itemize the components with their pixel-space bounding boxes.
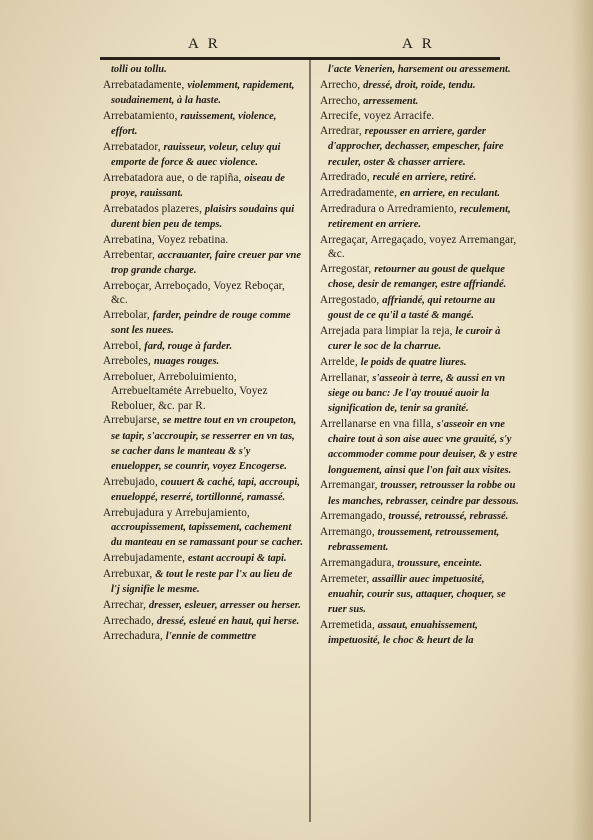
entry-definition: & tout le reste par l'x au lieu de l'j signifie le mesme. [111, 568, 293, 595]
dictionary-entry [103, 506, 303, 551]
dictionary-entry [320, 262, 520, 292]
entry-definition: reculé en arriere, retiré. [372, 172, 477, 184]
dictionary-entry [103, 308, 303, 338]
dictionary-entry [103, 551, 303, 566]
header-left-letters: A R [188, 36, 221, 52]
entry-headword: Arremangar, [320, 479, 381, 492]
entry-headword: Arrecife, voyez Arracife. [320, 110, 435, 123]
dictionary-entry [320, 78, 520, 93]
entry-definition: repousser en arriere, garder d'approcher, dechasser, empescher, faire reculer, oster & chasser arriere. [328, 126, 504, 168]
entry-definition: fard, rouge à farder. [144, 340, 233, 352]
page-edge-shadow [571, 0, 593, 840]
entry-definition: s'asseoir en vne chaire tout à son aise auec vne grauité, s'y accommoder comme pour deuiser, & y estre longuement, ainsi que l'on fait aux visites. [328, 418, 518, 476]
dictionary-entry [320, 355, 520, 370]
entry-definition: dressé, esleué en haut, qui herse. [156, 615, 300, 627]
entry-definition: nuages rouges. [153, 356, 220, 368]
entry-headword: Arrebatamiento, [103, 109, 181, 122]
entry-headword: Arrecho, [320, 78, 364, 91]
entry-headword: Arrebatadora aue, o de rapiña, [103, 171, 245, 184]
entry-headword: Arrebentar, [103, 248, 158, 261]
dictionary-entry [320, 324, 520, 354]
entry-headword: Arreboles, [103, 355, 154, 368]
entry-definition: le curoir à curer le soc de la charrue. [328, 325, 501, 353]
entry-definition: troussure, enceinte. [397, 558, 483, 570]
dictionary-entry [320, 186, 520, 201]
entry-headword: Arremangadura, [320, 557, 398, 570]
dictionary-entry [103, 202, 303, 232]
dictionary-entry [320, 478, 520, 508]
dictionary-entry [320, 572, 520, 618]
entry-definition: en arriere, en reculant. [399, 188, 500, 200]
entry-definition: trousser, retrousser la robbe ou les manches, rebrasser, ceindre par dessous. [328, 480, 519, 507]
entry-headword: Arrebuxar, [103, 567, 156, 580]
entry-definition: reculement, retirement en arriere. [328, 203, 511, 231]
dictionary-entry [320, 62, 520, 77]
entry-definition: plaisirs soudains qui durent bien peu de temps. [111, 203, 295, 230]
dictionary-entry [320, 170, 520, 185]
entry-definition: se mettre tout en vn croupeton, se tapir, s'accroupir, se resserrer en vn tas, se cacher dans le manteau & s'y enuelopper, se counrir, voyez Encogerse. [111, 415, 297, 472]
dictionary-entry [103, 354, 303, 369]
dictionary-entry [320, 109, 520, 123]
dictionary-entry [320, 202, 520, 232]
entry-definition: l'ennie de commettre [165, 631, 257, 643]
dictionary-entry [103, 171, 303, 201]
dictionary-entry [320, 124, 520, 170]
dictionary-entry [320, 94, 520, 109]
entry-headword: Arrebolar, [103, 308, 153, 321]
dictionary-entry [103, 233, 303, 247]
dictionary-entry [103, 279, 303, 307]
entry-definition: dressé, droit, roide, tendu. [363, 79, 476, 91]
entry-headword: Arrechar, [103, 598, 149, 611]
entry-headword: Arrebujadamente, [103, 552, 188, 564]
dictionary-entry [320, 556, 520, 571]
dictionary-entry [320, 417, 520, 478]
entry-definition: dresser, esleuer, arresser ou herser. [148, 599, 301, 611]
entry-headword: Arrebatina, Voyez rebatina. [103, 233, 229, 246]
dictionary-entry [320, 509, 520, 524]
entry-definition: rauissement, violence, effort. [111, 110, 277, 137]
dictionary-entry [320, 371, 520, 417]
entry-headword: Arrebatador, [103, 140, 164, 153]
entry-headword: Arrecho, [320, 94, 364, 107]
entry-headword: Arregostado, [320, 293, 383, 306]
dictionary-entry [103, 370, 303, 413]
entry-definition: assaut, enuahissement, impetuosité, le choc & heurt de la [328, 620, 478, 647]
entry-definition: affriandé, qui retourne au goust de ce qu'il a tasté & mangé. [328, 294, 496, 322]
header-rule [100, 57, 500, 60]
entry-headword: Arrechadura, [103, 630, 166, 643]
dictionary-entry [103, 567, 303, 597]
entry-headword: Arrellanar, [320, 371, 373, 384]
dictionary-entry [320, 618, 520, 648]
dictionary-entry [103, 109, 303, 139]
entry-headword: Arremangado, [320, 510, 389, 523]
entry-definition: couuert & caché, tapi, accroupi, enueloppé, reserré, tortillonné, ramassé. [111, 476, 300, 503]
right-column [320, 62, 520, 649]
dictionary-entry [103, 475, 303, 505]
entry-headword: Arrebujado, [103, 475, 161, 488]
entry-headword: Arreboçar, Arreboçado, Voyez Reboçar, &c. [103, 279, 285, 306]
entry-headword: Arredradura o Arredramiento, [320, 202, 460, 215]
entry-headword: Arregaçar, Arregaçado, voyez Arremangar, &c. [320, 233, 517, 261]
dictionary-entry [103, 140, 303, 170]
running-header [100, 36, 500, 58]
entry-headword: Arrebujarse, [103, 414, 163, 427]
entry-definition: l'acte Venerien, harsement ou aressement. [328, 64, 511, 75]
entry-definition: troussement, retroussement, rebrassement. [328, 527, 500, 554]
entry-definition: rauisseur, voleur, celuy qui emporte de force & auec violence. [111, 141, 281, 168]
dictionary-entry [103, 339, 303, 354]
entry-headword: Arregostar, [320, 262, 375, 275]
entry-definition: accrauanter, faire creuer par vne trop grande charge. [111, 249, 301, 276]
entry-headword: Arrellanarse en vna filla, [320, 417, 437, 430]
entry-definition: arressement. [363, 95, 419, 107]
dictionary-entry [320, 525, 520, 555]
entry-headword: Arrechado, [103, 614, 157, 627]
entry-headword: Arrebujadura y Arrebujamiento, [103, 506, 250, 519]
entry-headword: Arredradamente, [320, 187, 400, 200]
entry-definition: tolli ou tollu. [111, 64, 167, 75]
entry-headword: Arremango, [320, 526, 378, 539]
dictionary-entry [103, 413, 303, 474]
dictionary-entry [103, 62, 303, 77]
dictionary-entry [103, 248, 303, 278]
entry-headword: Arrebatados plazeres, [103, 202, 205, 215]
entry-definition: estant accroupi & tapi. [187, 553, 287, 564]
entry-definition: accroupissement, tapissement, cachement du manteau en se ramassant pour se cacher. [111, 522, 303, 549]
entry-definition: troussé, retroussé, rebrassé. [388, 511, 509, 523]
header-right-letters: A R [402, 36, 435, 52]
dictionary-entry [103, 629, 303, 644]
entry-definition: assaillir auec impetuosité, enuahir, courir sus, attaquer, choquer, se ruer sus. [328, 573, 506, 616]
entry-definition: oiseau de proye, rauissant. [111, 172, 285, 199]
entry-headword: Arredrar, [320, 125, 365, 138]
entry-headword: Arrejada para limpiar la reja, [320, 324, 456, 337]
dictionary-entry [320, 233, 520, 261]
entry-definition: farder, peindre de rouge comme sont les nuees. [111, 309, 291, 336]
left-column [103, 62, 303, 645]
entry-definition: retourner au goust de quelque chose, desir de remanger, estre affriandé. [328, 263, 507, 291]
entry-definition: violemment, rapidement, soudainement, à la haste. [111, 79, 295, 106]
entry-headword: Arredrado, [320, 171, 373, 184]
column-divider [309, 60, 311, 822]
dictionary-entry [103, 78, 303, 108]
entry-headword: Arreboluer, Arreboluimiento, Arrebueltaméte Arrebuelto, Voyez Reboluer, &c. par R. [103, 371, 268, 412]
entry-definition: le poids de quatre liures. [360, 356, 467, 368]
entry-headword: Arrebol, [103, 339, 145, 352]
entry-definition: s'asseoir à terre, & aussi en vn siege ou banc: Je l'ay trouué auoir la signification de, tenir sa granité. [328, 372, 506, 415]
entry-headword: Arremeter, [320, 572, 373, 585]
dictionary-entry [103, 598, 303, 613]
dictionary-entry [320, 293, 520, 323]
entry-headword: Arrelde, [320, 355, 361, 368]
entry-headword: Arrebatadamente, [103, 78, 188, 91]
dictionary-entry [103, 614, 303, 629]
entry-headword: Arremetida, [320, 619, 378, 632]
